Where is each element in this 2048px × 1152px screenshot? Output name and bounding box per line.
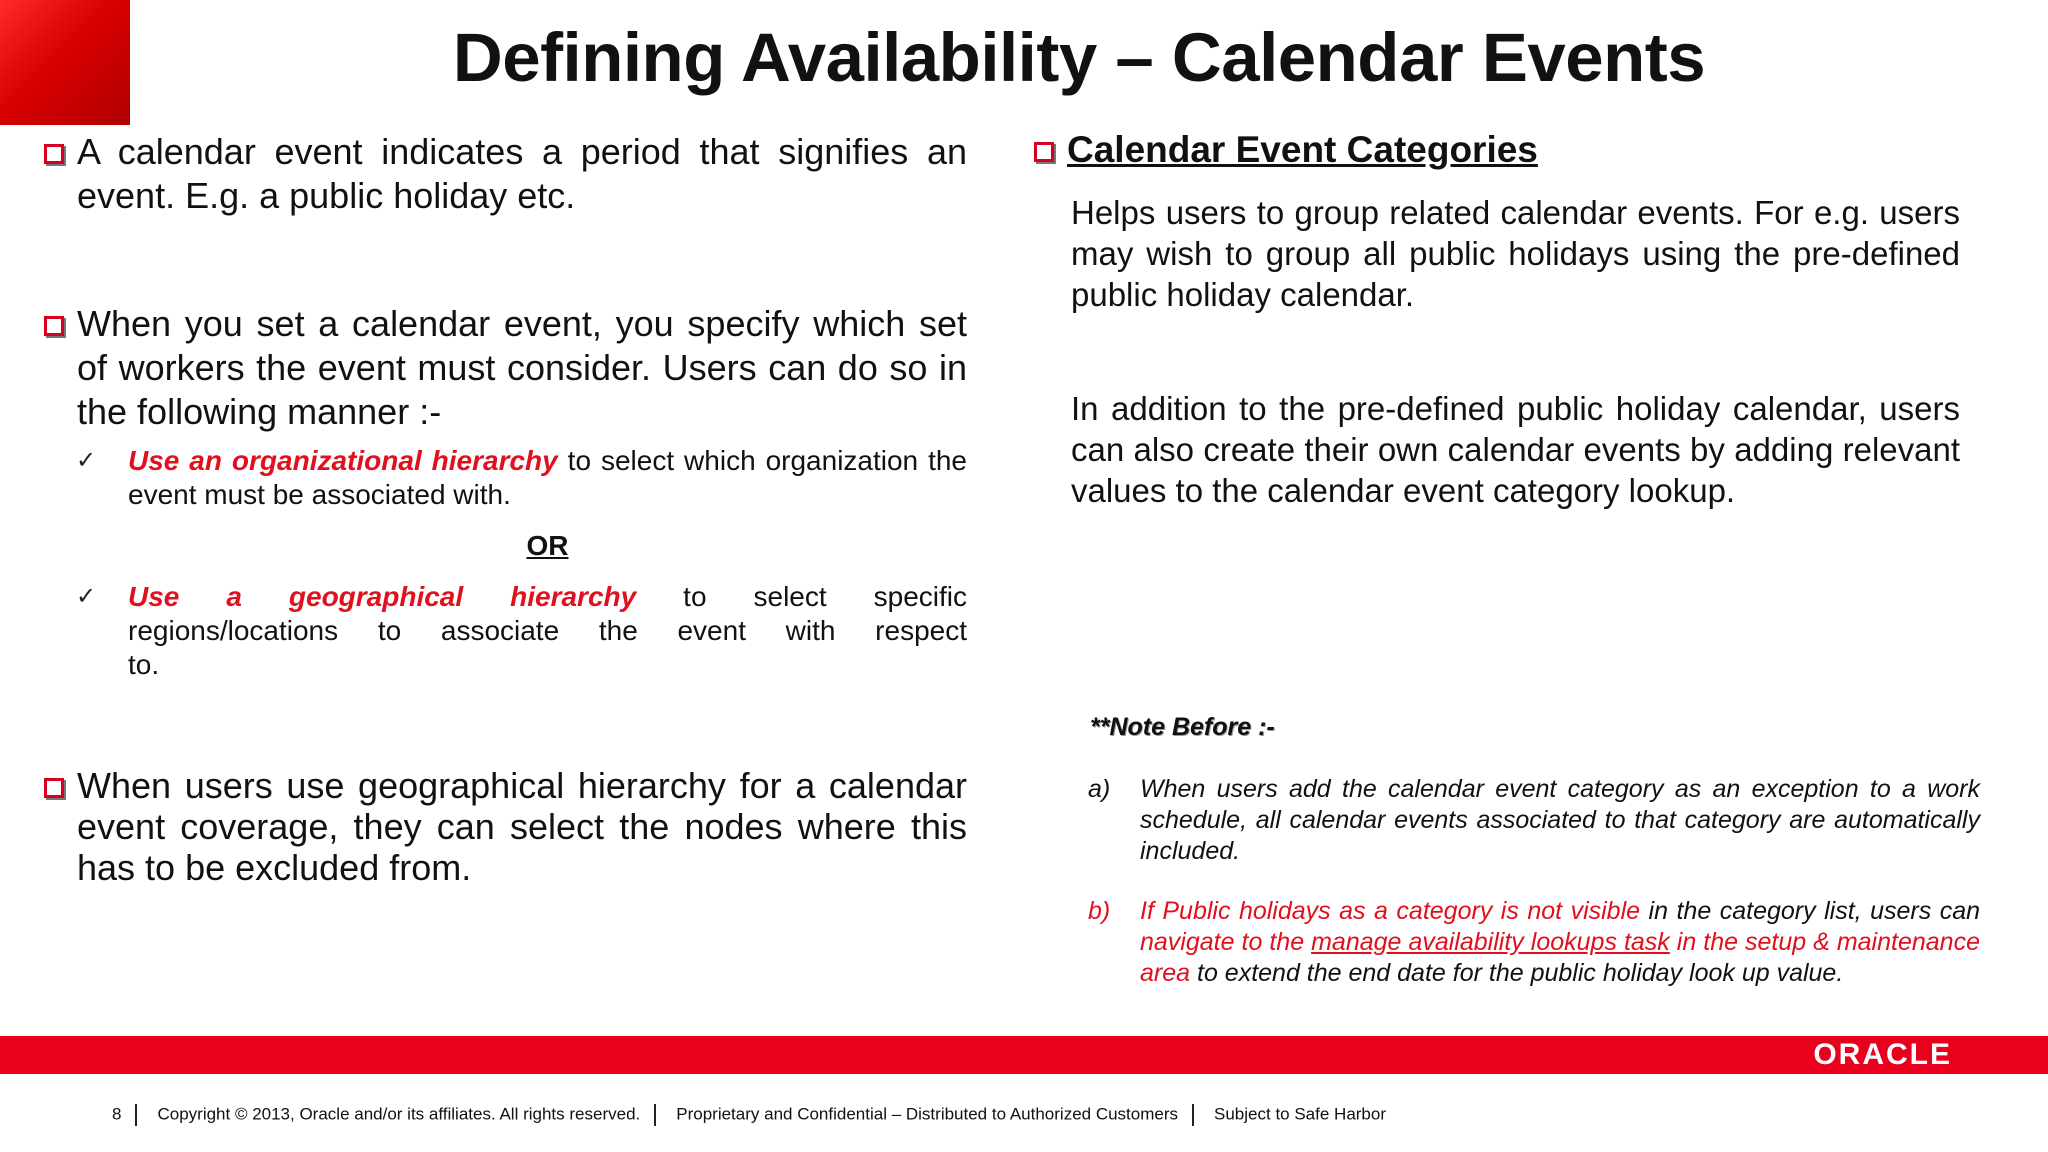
option-org-hierarchy: ✓ Use an organizational hierarchy to select which organization the event must be associated with. <box>76 445 967 510</box>
page-number: 8 <box>112 1104 122 1124</box>
bullet-geo-coverage: When users use geographical hierarchy for a calendar event coverage, they can select the nodes where this has to be excluded from. <box>40 765 967 888</box>
square-bullet-icon <box>44 778 64 798</box>
square-bullet-icon <box>44 316 64 336</box>
categories-heading: Calendar Event Categories <box>1030 128 1960 172</box>
page-title: Defining Availability – Calendar Events <box>452 19 1706 96</box>
option-geo-hierarchy: ✓ Use a geographical hierarchy to select specific regions/locations to associate the event with respect to. <box>76 581 967 680</box>
categories-description: Helps users to group related calendar events. For e.g. users may wish to group all public holidays using the pre-defined public holiday calendar. <box>1071 194 1960 313</box>
or-separator: OR <box>526 530 569 561</box>
corner-accent <box>0 0 130 125</box>
left-column <box>40 130 967 682</box>
checkmark-icon: ✓ <box>76 583 97 610</box>
right-column <box>1030 128 1960 511</box>
oracle-logo: ORACLE <box>1813 1038 1952 1071</box>
bullet-set-workers: When you set a calendar event, you specify which set of workers the event must consider. Users can do so in the following manner :- <box>40 302 967 434</box>
custom-categories: In addition to the pre-defined public holiday calendar, users can also create their own calendar events by adding relevant values to the calendar event category lookup. <box>1071 390 1960 509</box>
left-bottom <box>40 765 967 888</box>
square-bullet-icon <box>44 144 64 164</box>
note-item-a: a) When users add the calendar event category as an exception to a work schedule, all calendar events associated to that category are automatically included. <box>1088 775 1980 865</box>
manage-lookups-link[interactable]: manage availability lookups task <box>1311 928 1670 956</box>
footer <box>112 1104 1386 1126</box>
note-item-b: b) If Public holidays as a category is not visible in the category list, users can navigate to the manage availability lookups task in the setup & maintenance area to extend the end date for the public holiday look up value. <box>1088 897 1981 987</box>
bullet-calendar-event: A calendar event indicates a period that signifies an event. E.g. a public holiday etc. <box>40 130 967 302</box>
safe-harbor-text: Subject to Safe Harbor <box>1214 1104 1386 1124</box>
copyright-text: Copyright © 2013, Oracle and/or its affiliates. All rights reserved. <box>157 1104 641 1124</box>
footer-red-bar <box>0 1036 2048 1074</box>
note-heading: **Note Before :- <box>1090 713 1275 741</box>
checkmark-icon: ✓ <box>76 447 97 474</box>
proprietary-text: Proprietary and Confidential – Distributed to Authorized Customers <box>676 1104 1179 1124</box>
square-bullet-icon <box>1034 142 1054 162</box>
